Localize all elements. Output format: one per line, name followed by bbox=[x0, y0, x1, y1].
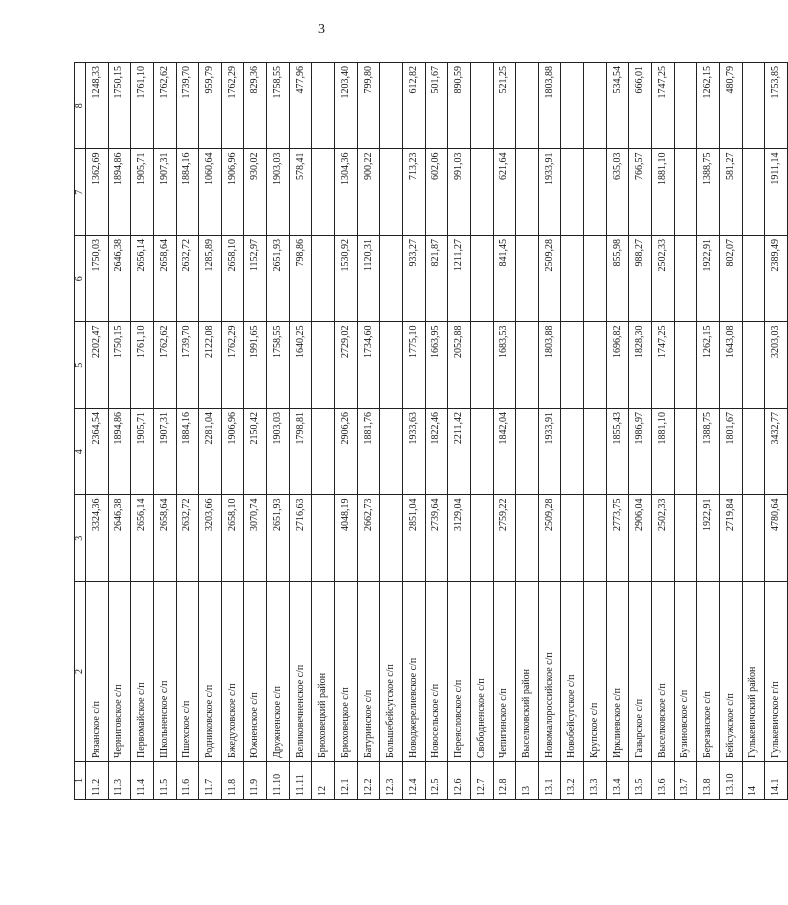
settlement-name: Большебейсугское с/п bbox=[380, 582, 403, 762]
value-cell: 2719,84 bbox=[719, 495, 742, 582]
value-cell: 1842,04 bbox=[493, 409, 516, 496]
value-cell: 2651,93 bbox=[267, 236, 290, 323]
settlement-name: Бжедуховское с/п bbox=[221, 582, 244, 762]
value-cell: 612,82 bbox=[402, 63, 425, 150]
value-cell: 1986,97 bbox=[629, 409, 652, 496]
settlement-name: Новобейсугское с/п bbox=[561, 582, 584, 762]
value-cell: 1640,25 bbox=[289, 322, 312, 409]
row-code: 13.7 bbox=[674, 762, 697, 800]
value-cell bbox=[516, 322, 539, 409]
value-cell bbox=[674, 63, 697, 150]
settlement-name: Свободненское с/п bbox=[470, 582, 493, 762]
value-cell: 3129,04 bbox=[448, 495, 471, 582]
column-header: 5 bbox=[75, 322, 86, 409]
row-code: 11.8 bbox=[221, 762, 244, 800]
value-cell: 1911,14 bbox=[765, 149, 788, 236]
value-cell: 1643,08 bbox=[719, 322, 742, 409]
value-cell: 621,64 bbox=[493, 149, 516, 236]
value-cell: 1881,76 bbox=[357, 409, 380, 496]
value-cell: 1798,81 bbox=[289, 409, 312, 496]
settlement-name: Новоджерелиевское с/п bbox=[402, 582, 425, 762]
value-cell: 1884,16 bbox=[176, 409, 199, 496]
value-cell: 1388,75 bbox=[697, 409, 720, 496]
tariff-table bbox=[74, 62, 788, 800]
value-cell: 1739,70 bbox=[176, 63, 199, 150]
value-cell: 1761,10 bbox=[131, 322, 154, 409]
table-row bbox=[267, 63, 290, 800]
value-cell: 2651,93 bbox=[267, 495, 290, 582]
row-code: 13.4 bbox=[606, 762, 629, 800]
value-cell bbox=[742, 409, 765, 496]
value-cell: 1906,96 bbox=[221, 409, 244, 496]
value-cell: 841,45 bbox=[493, 236, 516, 323]
settlement-name: Школьненское с/п bbox=[153, 582, 176, 762]
value-cell bbox=[380, 409, 403, 496]
row-code: 13.2 bbox=[561, 762, 584, 800]
settlement-name: Рязанское с/п bbox=[86, 582, 109, 762]
value-cell: 2202,47 bbox=[86, 322, 109, 409]
value-cell: 2389,49 bbox=[765, 236, 788, 323]
row-code: 14 bbox=[742, 762, 765, 800]
settlement-name: Гулькевичский район bbox=[742, 582, 765, 762]
table-row bbox=[86, 63, 109, 800]
table-row bbox=[606, 63, 629, 800]
value-cell: 1906,96 bbox=[221, 149, 244, 236]
value-cell: 933,27 bbox=[402, 236, 425, 323]
value-cell bbox=[742, 63, 765, 150]
table-row bbox=[335, 63, 358, 800]
value-cell: 1248,33 bbox=[86, 63, 109, 150]
value-cell: 3203,66 bbox=[199, 495, 222, 582]
row-code: 13.6 bbox=[652, 762, 675, 800]
value-cell: 2632,72 bbox=[176, 495, 199, 582]
settlement-name: Выселковский район bbox=[516, 582, 539, 762]
table-row bbox=[380, 63, 403, 800]
page-number: 3 bbox=[318, 22, 325, 37]
table-row bbox=[697, 63, 720, 800]
value-cell: 2364,54 bbox=[86, 409, 109, 496]
row-code: 13 bbox=[516, 762, 539, 800]
row-code: 13.5 bbox=[629, 762, 652, 800]
table-row bbox=[312, 63, 335, 800]
value-cell: 1855,43 bbox=[606, 409, 629, 496]
table-row bbox=[357, 63, 380, 800]
table-body bbox=[86, 63, 788, 800]
settlement-name: Первомайское с/п bbox=[131, 582, 154, 762]
value-cell: 2509,28 bbox=[538, 236, 561, 323]
value-cell: 1762,62 bbox=[153, 322, 176, 409]
row-code: 11.7 bbox=[199, 762, 222, 800]
settlement-name: Пшехское с/п bbox=[176, 582, 199, 762]
table-row bbox=[674, 63, 697, 800]
value-cell bbox=[674, 236, 697, 323]
value-cell: 1933,91 bbox=[538, 149, 561, 236]
table-row bbox=[561, 63, 584, 800]
table-row bbox=[289, 63, 312, 800]
value-cell: 2656,14 bbox=[131, 236, 154, 323]
value-cell: 1285,89 bbox=[199, 236, 222, 323]
value-cell bbox=[516, 495, 539, 582]
value-cell bbox=[584, 149, 607, 236]
value-cell bbox=[312, 63, 335, 150]
value-cell: 855,98 bbox=[606, 236, 629, 323]
value-cell: 2658,10 bbox=[221, 495, 244, 582]
column-header: 6 bbox=[75, 236, 86, 323]
value-cell: 2716,63 bbox=[289, 495, 312, 582]
value-cell: 1120,31 bbox=[357, 236, 380, 323]
table-row bbox=[108, 63, 131, 800]
value-cell bbox=[561, 63, 584, 150]
value-cell: 1696,82 bbox=[606, 322, 629, 409]
value-cell bbox=[674, 322, 697, 409]
value-cell bbox=[470, 409, 493, 496]
column-header: 3 bbox=[75, 495, 86, 582]
table-header-row bbox=[75, 63, 86, 800]
value-cell: 1663,95 bbox=[425, 322, 448, 409]
value-cell: 1881,10 bbox=[652, 149, 675, 236]
table-row bbox=[199, 63, 222, 800]
row-code: 11.3 bbox=[108, 762, 131, 800]
value-cell: 1933,63 bbox=[402, 409, 425, 496]
table-row bbox=[719, 63, 742, 800]
value-cell bbox=[674, 149, 697, 236]
value-cell: 3432,77 bbox=[765, 409, 788, 496]
value-cell: 2656,14 bbox=[131, 495, 154, 582]
value-cell: 1762,29 bbox=[221, 63, 244, 150]
value-cell bbox=[561, 149, 584, 236]
settlement-name: Дружненское с/п bbox=[267, 582, 290, 762]
value-cell bbox=[561, 495, 584, 582]
settlement-name: Родниковское с/п bbox=[199, 582, 222, 762]
table-row bbox=[131, 63, 154, 800]
value-cell: 1739,70 bbox=[176, 322, 199, 409]
value-cell: 2150,42 bbox=[244, 409, 267, 496]
value-cell bbox=[312, 322, 335, 409]
value-cell bbox=[516, 149, 539, 236]
value-cell: 1762,62 bbox=[153, 63, 176, 150]
settlement-name: Переясловское с/п bbox=[448, 582, 471, 762]
settlement-name: Березанское с/п bbox=[697, 582, 720, 762]
settlement-name: Гулькевичское г/п bbox=[765, 582, 788, 762]
value-cell: 501,67 bbox=[425, 63, 448, 150]
value-cell: 2658,64 bbox=[153, 495, 176, 582]
value-cell: 666,01 bbox=[629, 63, 652, 150]
value-cell: 1822,46 bbox=[425, 409, 448, 496]
value-cell: 1747,25 bbox=[652, 63, 675, 150]
value-cell: 1991,65 bbox=[244, 322, 267, 409]
value-cell bbox=[312, 149, 335, 236]
value-cell: 2658,10 bbox=[221, 236, 244, 323]
value-cell bbox=[742, 495, 765, 582]
column-header: 2 bbox=[75, 582, 86, 762]
row-code: 13.1 bbox=[538, 762, 561, 800]
value-cell: 1903,03 bbox=[267, 409, 290, 496]
table-row bbox=[153, 63, 176, 800]
value-cell: 1758,55 bbox=[267, 322, 290, 409]
value-cell: 766,57 bbox=[629, 149, 652, 236]
settlement-name: Крупское с/п bbox=[584, 582, 607, 762]
column-header: 7 bbox=[75, 149, 86, 236]
table-row bbox=[584, 63, 607, 800]
value-cell: 1262,15 bbox=[697, 322, 720, 409]
settlement-name: Черниговское с/п bbox=[108, 582, 131, 762]
value-cell: 4780,64 bbox=[765, 495, 788, 582]
value-cell: 1933,91 bbox=[538, 409, 561, 496]
value-cell: 578,41 bbox=[289, 149, 312, 236]
value-cell: 2211,42 bbox=[448, 409, 471, 496]
value-cell: 821,87 bbox=[425, 236, 448, 323]
value-cell: 3324,36 bbox=[86, 495, 109, 582]
column-header: 4 bbox=[75, 409, 86, 496]
value-cell: 2906,26 bbox=[335, 409, 358, 496]
value-cell: 1750,15 bbox=[108, 63, 131, 150]
value-cell: 1801,67 bbox=[719, 409, 742, 496]
table-row bbox=[538, 63, 561, 800]
table-row bbox=[244, 63, 267, 800]
value-cell: 480,79 bbox=[719, 63, 742, 150]
value-cell bbox=[561, 236, 584, 323]
value-cell bbox=[470, 236, 493, 323]
row-code: 13.3 bbox=[584, 762, 607, 800]
value-cell bbox=[584, 409, 607, 496]
value-cell bbox=[742, 322, 765, 409]
table-row bbox=[470, 63, 493, 800]
value-cell bbox=[674, 409, 697, 496]
value-cell bbox=[380, 322, 403, 409]
row-code: 13.8 bbox=[697, 762, 720, 800]
value-cell: 2052,88 bbox=[448, 322, 471, 409]
value-cell: 1747,25 bbox=[652, 322, 675, 409]
value-cell bbox=[516, 236, 539, 323]
value-cell: 3203,03 bbox=[765, 322, 788, 409]
value-cell: 3070,74 bbox=[244, 495, 267, 582]
value-cell: 1775,10 bbox=[402, 322, 425, 409]
value-cell bbox=[380, 149, 403, 236]
value-cell: 1262,15 bbox=[697, 63, 720, 150]
value-cell: 1734,60 bbox=[357, 322, 380, 409]
row-code: 12.7 bbox=[470, 762, 493, 800]
data-table-rotated bbox=[74, 63, 788, 800]
settlement-name: Бейсужское с/п bbox=[719, 582, 742, 762]
value-cell: 1907,31 bbox=[153, 149, 176, 236]
value-cell bbox=[380, 495, 403, 582]
row-code: 12.3 bbox=[380, 762, 403, 800]
value-cell: 1750,15 bbox=[108, 322, 131, 409]
value-cell: 2759,22 bbox=[493, 495, 516, 582]
row-code: 11.11 bbox=[289, 762, 312, 800]
value-cell: 799,80 bbox=[357, 63, 380, 150]
row-code: 12.2 bbox=[357, 762, 380, 800]
settlement-name: Новомалороссийское с/п bbox=[538, 582, 561, 762]
settlement-name: Великовечненское с/п bbox=[289, 582, 312, 762]
value-cell: 581,27 bbox=[719, 149, 742, 236]
row-code: 12.1 bbox=[335, 762, 358, 800]
value-cell bbox=[470, 495, 493, 582]
row-code: 11.6 bbox=[176, 762, 199, 800]
value-cell: 2658,64 bbox=[153, 236, 176, 323]
table-row bbox=[629, 63, 652, 800]
value-cell: 1803,88 bbox=[538, 322, 561, 409]
value-cell: 1922,91 bbox=[697, 236, 720, 323]
value-cell: 1683,53 bbox=[493, 322, 516, 409]
value-cell: 2906,04 bbox=[629, 495, 652, 582]
value-cell: 829,36 bbox=[244, 63, 267, 150]
value-cell: 1762,29 bbox=[221, 322, 244, 409]
value-cell: 2773,75 bbox=[606, 495, 629, 582]
value-cell: 2502,33 bbox=[652, 236, 675, 323]
value-cell bbox=[584, 322, 607, 409]
table-row bbox=[221, 63, 244, 800]
row-code: 12.4 bbox=[402, 762, 425, 800]
settlement-name: Выселковское с/п bbox=[652, 582, 675, 762]
value-cell bbox=[584, 495, 607, 582]
value-cell: 602,06 bbox=[425, 149, 448, 236]
settlement-name: Чепигинское с/п bbox=[493, 582, 516, 762]
value-cell: 4048,19 bbox=[335, 495, 358, 582]
value-cell: 534,54 bbox=[606, 63, 629, 150]
value-cell: 1881,10 bbox=[652, 409, 675, 496]
value-cell: 1894,86 bbox=[108, 149, 131, 236]
row-code: 13.10 bbox=[719, 762, 742, 800]
column-header: 1 bbox=[75, 762, 86, 800]
value-cell: 1903,03 bbox=[267, 149, 290, 236]
value-cell: 1922,91 bbox=[697, 495, 720, 582]
value-cell: 1828,30 bbox=[629, 322, 652, 409]
table-row bbox=[652, 63, 675, 800]
value-cell: 635,03 bbox=[606, 149, 629, 236]
value-cell: 1803,88 bbox=[538, 63, 561, 150]
table-row bbox=[176, 63, 199, 800]
value-cell: 1753,85 bbox=[765, 63, 788, 150]
value-cell: 2662,73 bbox=[357, 495, 380, 582]
value-cell bbox=[561, 409, 584, 496]
value-cell: 1060,64 bbox=[199, 149, 222, 236]
row-code: 11.2 bbox=[86, 762, 109, 800]
value-cell: 890,59 bbox=[448, 63, 471, 150]
table-row bbox=[765, 63, 788, 800]
settlement-name: Газырское с/п bbox=[629, 582, 652, 762]
value-cell: 1907,31 bbox=[153, 409, 176, 496]
value-cell: 1750,03 bbox=[86, 236, 109, 323]
row-code: 12.6 bbox=[448, 762, 471, 800]
value-cell bbox=[516, 63, 539, 150]
settlement-name: Батуринское с/п bbox=[357, 582, 380, 762]
value-cell: 1758,55 bbox=[267, 63, 290, 150]
value-cell bbox=[584, 236, 607, 323]
value-cell: 2729,02 bbox=[335, 322, 358, 409]
row-code: 11.9 bbox=[244, 762, 267, 800]
value-cell bbox=[312, 495, 335, 582]
value-cell: 1304,36 bbox=[335, 149, 358, 236]
row-code: 12.5 bbox=[425, 762, 448, 800]
value-cell: 713,23 bbox=[402, 149, 425, 236]
value-cell: 988,27 bbox=[629, 236, 652, 323]
value-cell: 477,96 bbox=[289, 63, 312, 150]
value-cell: 798,86 bbox=[289, 236, 312, 323]
value-cell: 2122,08 bbox=[199, 322, 222, 409]
value-cell bbox=[584, 63, 607, 150]
settlement-name: Бузиновское с/п bbox=[674, 582, 697, 762]
table-row bbox=[448, 63, 471, 800]
value-cell: 1894,86 bbox=[108, 409, 131, 496]
value-cell: 2632,72 bbox=[176, 236, 199, 323]
value-cell bbox=[470, 63, 493, 150]
value-cell: 1905,71 bbox=[131, 409, 154, 496]
row-code: 12 bbox=[312, 762, 335, 800]
row-code: 14.1 bbox=[765, 762, 788, 800]
value-cell bbox=[470, 149, 493, 236]
settlement-name: Брюховецкое с/п bbox=[335, 582, 358, 762]
value-cell: 2851,04 bbox=[402, 495, 425, 582]
value-cell: 1211,27 bbox=[448, 236, 471, 323]
value-cell bbox=[561, 322, 584, 409]
value-cell bbox=[312, 409, 335, 496]
value-cell: 2281,04 bbox=[199, 409, 222, 496]
value-cell: 2646,38 bbox=[108, 236, 131, 323]
value-cell: 1530,92 bbox=[335, 236, 358, 323]
value-cell: 1388,75 bbox=[697, 149, 720, 236]
settlement-name: Новосельское с/п bbox=[425, 582, 448, 762]
value-cell: 2646,38 bbox=[108, 495, 131, 582]
row-code: 11.10 bbox=[267, 762, 290, 800]
table-row bbox=[402, 63, 425, 800]
value-cell bbox=[470, 322, 493, 409]
table-row bbox=[516, 63, 539, 800]
value-cell: 2502,33 bbox=[652, 495, 675, 582]
value-cell bbox=[380, 63, 403, 150]
value-cell: 991,03 bbox=[448, 149, 471, 236]
value-cell: 959,79 bbox=[199, 63, 222, 150]
row-code: 11.4 bbox=[131, 762, 154, 800]
row-code: 12.8 bbox=[493, 762, 516, 800]
column-header: 8 bbox=[75, 63, 86, 150]
settlement-name: Южненское с/п bbox=[244, 582, 267, 762]
value-cell: 1761,10 bbox=[131, 63, 154, 150]
settlement-name: Ирклиевское с/п bbox=[606, 582, 629, 762]
row-code: 11.5 bbox=[153, 762, 176, 800]
value-cell bbox=[312, 236, 335, 323]
value-cell: 1152,97 bbox=[244, 236, 267, 323]
value-cell: 2739,64 bbox=[425, 495, 448, 582]
value-cell: 1884,16 bbox=[176, 149, 199, 236]
value-cell bbox=[674, 495, 697, 582]
value-cell bbox=[742, 236, 765, 323]
value-cell: 1905,71 bbox=[131, 149, 154, 236]
value-cell: 1203,40 bbox=[335, 63, 358, 150]
value-cell: 521,25 bbox=[493, 63, 516, 150]
value-cell: 2509,28 bbox=[538, 495, 561, 582]
settlement-name: Брюховецкий район bbox=[312, 582, 335, 762]
table-row bbox=[425, 63, 448, 800]
value-cell bbox=[742, 149, 765, 236]
value-cell bbox=[380, 236, 403, 323]
table-row bbox=[493, 63, 516, 800]
table-row bbox=[742, 63, 765, 800]
value-cell: 1362,69 bbox=[86, 149, 109, 236]
value-cell bbox=[516, 409, 539, 496]
value-cell: 930,02 bbox=[244, 149, 267, 236]
value-cell: 802,07 bbox=[719, 236, 742, 323]
value-cell: 900,22 bbox=[357, 149, 380, 236]
